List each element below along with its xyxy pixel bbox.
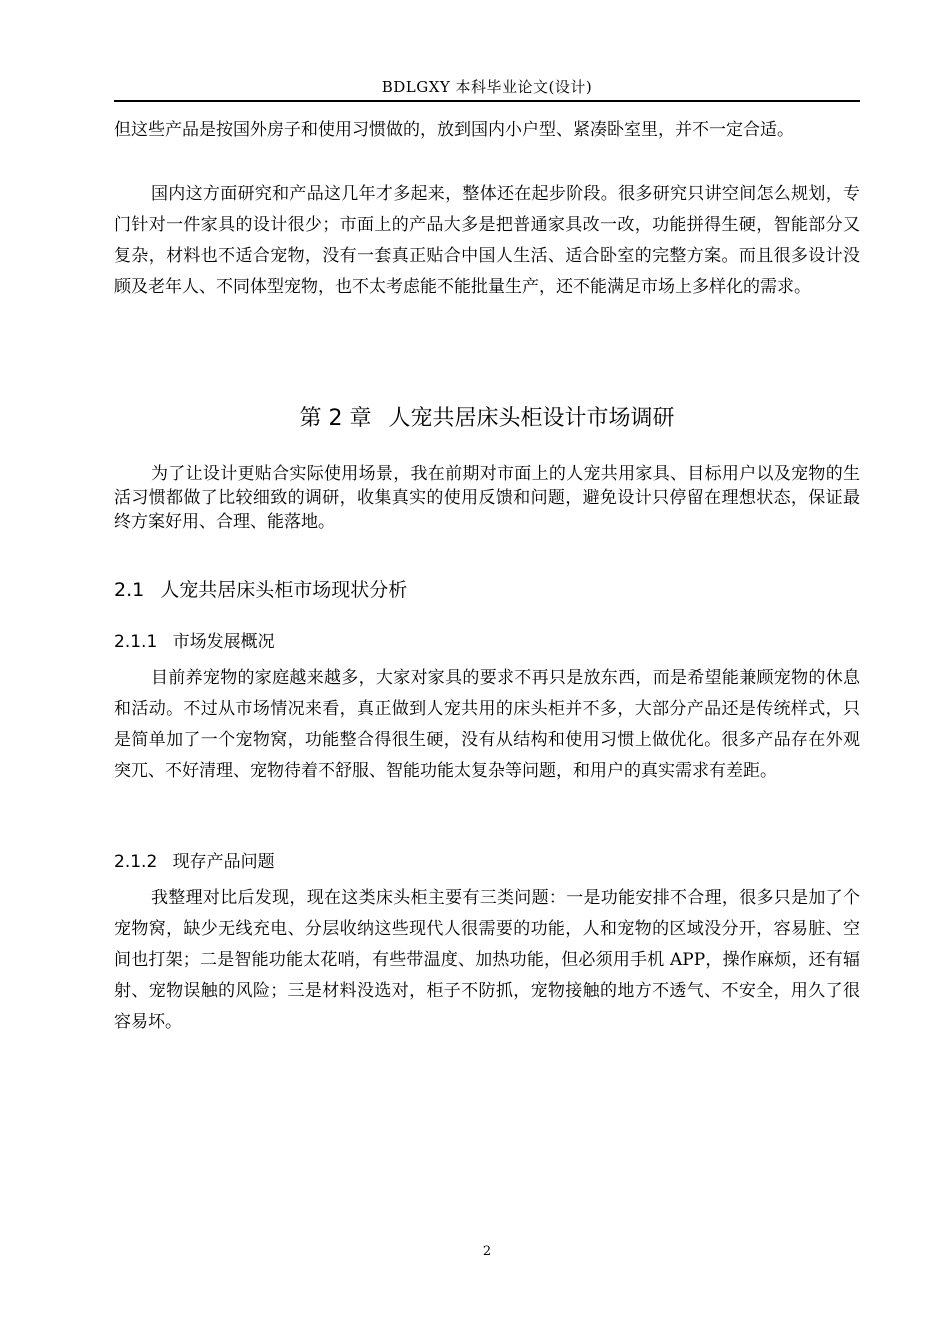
- intro-paragraph-2: 国内这方面研究和产品这几年才多起来，整体还在起步阶段。很多研究只讲空间怎么规划，专门针对一件家具的设计很少；市面上的产品大多是把普通家具改一改，功能拼得生硬，智能部分又复杂，材料也不适合宠物，没有一套真正贴合中国人生活、适合卧室的完整方案。而且很多设计没顾及老年人、不同体型宠物，也不太考虑能不能批量生产，还不能满足市场上多样化的需求。: [114, 184, 860, 297]
- chapter-heading: [114, 401, 860, 432]
- market-overview-paragraph: 目前养宠物的家庭越来越多，大家对家具的要求不再只是放东西，而是希望能兼顾宠物的休息和活动。不过从市场情况来看，真正做到人宠共用的床头柜并不多，大部分产品还是传统样式，只是简单加了一个宠物窝，功能整合得很生硬，没有从结构和使用习惯上做优化。很多产品存在外观突兀、不好清理、宠物待着不舒服、智能功能太复杂等问题，和用户的真实需求有差距。: [114, 668, 860, 781]
- subsection-title: 现存产品问题: [172, 852, 275, 872]
- page-number: 2: [482, 1244, 492, 1259]
- chapter-number: 第 2 章: [299, 406, 372, 431]
- running-header: BDLGXY 本科毕业论文(设计): [381, 78, 593, 96]
- subsection-heading-2-1-1: [114, 627, 275, 652]
- header-rule: [114, 100, 860, 102]
- section-number: 2.1: [114, 579, 145, 601]
- section-heading-2-1: [114, 575, 407, 602]
- section-title: 人宠共居床头柜市场现状分析: [160, 579, 408, 601]
- subsection-heading-2-1-2: [114, 847, 275, 872]
- intro-paragraph-1: 但这些产品是按国外房子和使用习惯做的，放到国内小户型、紧凑卧室里，并不一定合适。: [114, 120, 794, 140]
- chapter-title: 人宠共居床头柜设计市场调研: [388, 406, 675, 431]
- existing-problems-paragraph: 我整理对比后发现，现在这类床头柜主要有三类问题：一是功能安排不合理，很多只是加了个宠物窝，缺少无线充电、分层收纳这些现代人很需要的功能，人和宠物的区域没分开，容易脏、空间也打架；二是智能功能太花哨，有些带温度、加热功能，但必须用手机 APP，操作麻烦，还有辐射、宠物误触的风险；三是材料没选对，柜子不防抓，宠物接触的地方不透气、不安全，用久了很容易坏。: [114, 888, 860, 1032]
- chapter-intro-paragraph: 为了让设计更贴合实际使用场景，我在前期对市面上的人宠共用家具、目标用户以及宠物的生活习惯都做了比较细致的调研，收集真实的使用反馈和问题，避免设计只停留在理想状态，保证最终方案好用、合理、能落地。: [114, 464, 860, 532]
- subsection-number: 2.1.1: [114, 632, 158, 652]
- subsection-number: 2.1.2: [114, 852, 158, 872]
- subsection-title: 市场发展概况: [172, 632, 275, 652]
